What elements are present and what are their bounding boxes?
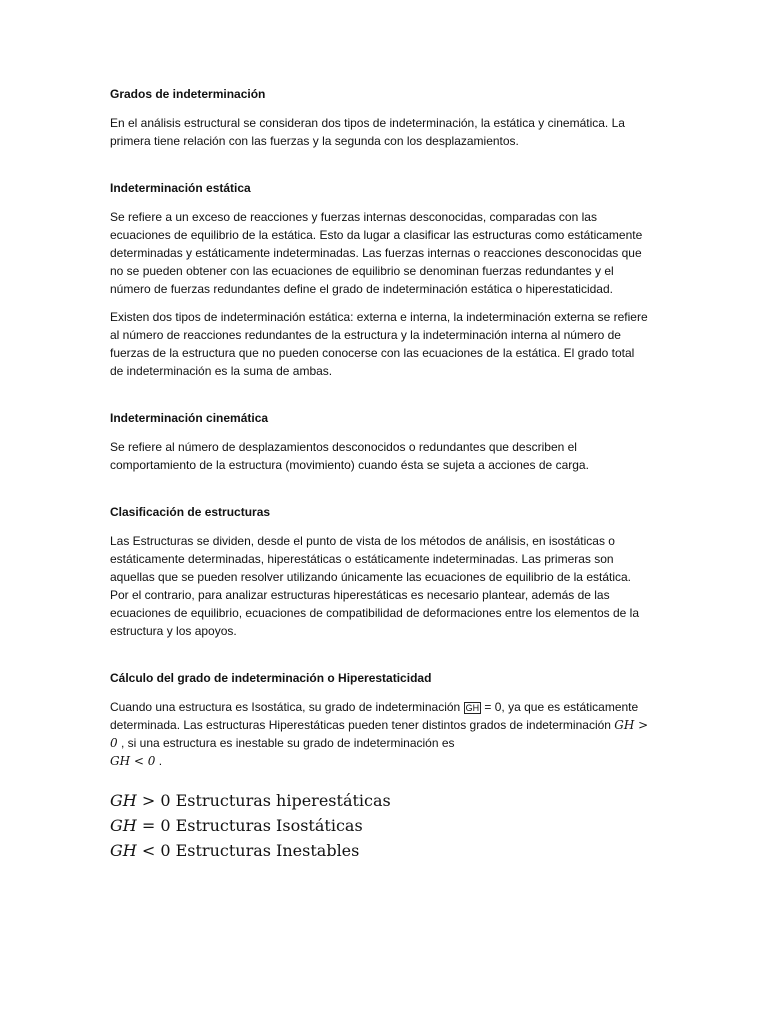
section-title: Grados de indeterminación [110, 87, 266, 101]
inline-math: GH < 0 [110, 754, 156, 768]
paragraph: Las Estructuras se dividen, desde el punto de vista de los métodos de análisis, en isostáticas o estáticamente determinadas, hiperestáticas o estáticamente indeterminadas. Las primeras son aquellas que se pueden resolver utilizando únicamente las ecuaciones de equilibrio de la estática. Por el contrario, para analizar estructuras hiperestáticas es necesario plantear, además de las ecuaciones de equilibrio, ecuaciones de compatibilidad de deformaciones entre los elementos de la estructura y los apoyos. [110, 534, 639, 638]
section-grados [110, 86, 650, 150]
gh-symbol: GH [465, 702, 480, 713]
paragraph: En el análisis estructural se consideran dos tipos de indeterminación, la estática y cinemática. La primera tiene relación con las fuerzas y la segunda con los desplazamientos. [110, 116, 625, 148]
formula-operator: > 0 [141, 791, 171, 810]
formula-row [110, 838, 650, 863]
text-run: . [158, 754, 163, 768]
section-title: Clasificación de estructuras [110, 505, 271, 519]
paragraph: Se refiere al número de desplazamientos desconocidos o redundantes que describen el comportamiento de la estructura (movimiento) cuando ésta se sujeta a acciones de carga. [110, 440, 589, 472]
paragraph: Existen dos tipos de indeterminación estática: externa e interna, la indeterminación externa se refiere al número de reacciones redundantes de la estructura y la indeterminación interna al número de fuerzas de la estructura que no pueden conocerse con las ecuaciones de la estática. El grado total de indeterminación es la suma de ambas. [110, 310, 648, 378]
formula-row [110, 788, 650, 813]
section-clasificacion [110, 504, 650, 640]
inline-math: GH > 0 [110, 718, 649, 750]
section-indeterminacion-cinematica [110, 410, 650, 474]
formula-list [110, 788, 650, 863]
formula-label: Estructuras Isostáticas [175, 816, 363, 835]
document-body [110, 86, 650, 863]
text-run: = 0, ya que es estáticamente determinada. Las estructuras Hiperestáticas pueden tener distintos grados de indeterminación [110, 700, 639, 732]
formula-variable: GH [110, 791, 137, 810]
section-title: Indeterminación cinemática [110, 411, 269, 425]
section-title: Indeterminación estática [110, 181, 251, 195]
text-run: Cuando una estructura es Isostática, su grado de indeterminación [110, 700, 461, 714]
formula-label: Estructuras hiperestáticas [175, 791, 391, 810]
section-indeterminacion-estatica [110, 180, 650, 380]
paragraph [110, 698, 650, 770]
formula-variable: GH [110, 841, 137, 860]
text-run: , si una estructura es inestable su grado de indeterminación es [120, 736, 455, 750]
formula-row [110, 813, 650, 838]
formula-operator: < 0 [141, 841, 171, 860]
section-calculo [110, 670, 650, 863]
formula-label: Estructuras Inestables [175, 841, 360, 860]
section-title: Cálculo del grado de indeterminación o Hiperestaticidad [110, 671, 432, 685]
formula-variable: GH [110, 816, 137, 835]
formula-operator: = 0 [141, 816, 171, 835]
paragraph: Se refiere a un exceso de reacciones y fuerzas internas desconocidas, comparadas con las ecuaciones de equilibrio de la estática. Esto da lugar a clasificar las estructuras como estáticamente determinadas y estáticamente indeterminadas. Las fuerzas internas o reacciones desconocidas que no se pueden obtener con las ecuaciones de equilibrio se denominan fuerzas redundantes y el número de fuerzas redundantes define el grado de indeterminación estática o hiperestaticidad. [110, 210, 643, 296]
